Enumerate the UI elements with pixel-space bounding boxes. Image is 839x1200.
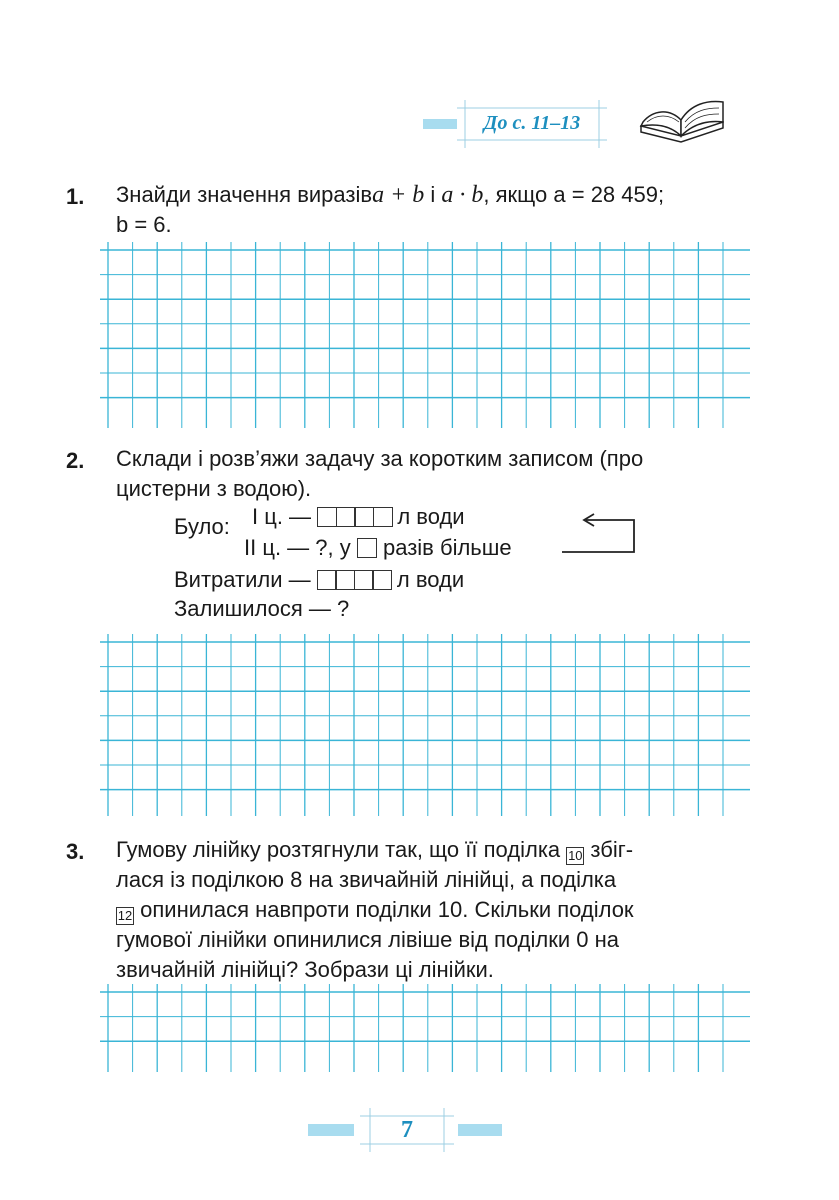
task1-mid: , якщо [483,182,548,207]
task3-line1 [116,835,633,865]
task3-line5: звичайній лінійці? Зобрази ці лінійки. [116,957,494,982]
task1-text-before: Знайди значення виразів [116,182,373,207]
page-number [360,1108,454,1152]
task3-line3 [116,895,634,925]
short-left: Залишилося — ? [174,596,350,621]
task1-b-value: b = 6. [116,212,172,237]
row2-prefix: ІІ ц. — ?, у [244,535,351,560]
comparison-arrow [560,510,640,558]
task3-number: 3. [66,839,85,864]
spent-digit-boxes [317,570,391,590]
short-row1 [252,502,465,532]
footer-decor-left [308,1124,354,1136]
answer-grid-2[interactable] [100,634,750,816]
task1-expr1: a + b [372,182,425,208]
answer-grid-1[interactable] [100,242,750,428]
task1-conj: і [424,182,442,207]
task3-l1b: збіг- [590,837,634,862]
task3-l3b: опинилася навпроти поділки 10. Скільки поділок [140,897,634,922]
task2-line1: Склади і розв’яжи задачу за коротким записом (про [116,446,644,471]
row1-digit-boxes [317,507,391,527]
ruler-mark-10: 10 [568,848,583,863]
row2-suffix: разів більше [382,535,512,560]
task3-line2: лася із поділкою 8 на звичайній лінійці, а поділка [116,867,617,892]
page-number-text: 7 [401,1117,413,1143]
row1-prefix: І ц. — [252,504,312,529]
task1-text [116,180,664,210]
spent-suffix: л води [396,567,465,592]
task3-l1a: Гумову лінійку розтягнули так, що її поділка [116,837,561,862]
spent-prefix: Витратили — [174,567,311,592]
short-bulo: Було: [174,514,230,539]
header-ref-text: До с. 11–13 [483,112,581,134]
row1-suffix: л води [397,504,465,529]
short-row2 [244,533,512,563]
answer-grid-3[interactable] [100,984,750,1072]
header-decor-bar [423,119,457,129]
ruler-mark-12: 12 [117,908,133,923]
footer-decor-right [458,1124,502,1136]
task2-number: 2. [66,448,85,473]
task3-line4: гумової лінійки опинилися лівіше від поділки 0 на [116,927,619,952]
header-reference [457,100,607,148]
task1-a-value: a = 28 459; [553,182,665,207]
task1-number: 1. [66,184,85,209]
task1-expr2: a · b [441,182,484,208]
short-spent [174,565,464,595]
row2-box [357,538,377,558]
open-book-icon [635,92,730,152]
task2-line2: цистерни з водою). [116,476,312,501]
